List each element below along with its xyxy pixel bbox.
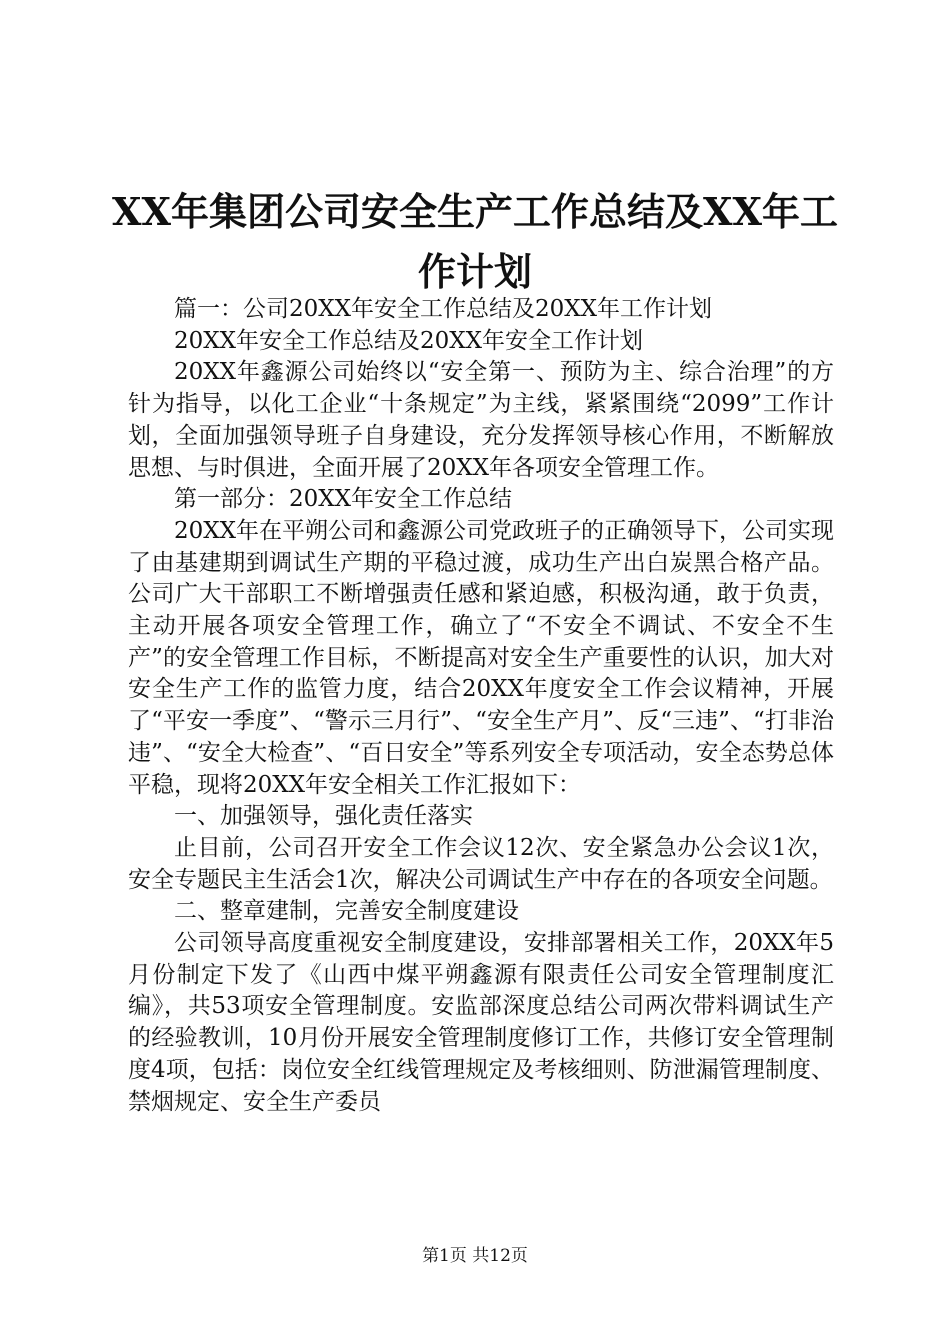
document-body: [128, 294, 834, 1118]
section-heading: 二、整章建制，完善安全制度建设: [174, 898, 519, 925]
page-footer: 第1页 共12页: [422, 1246, 528, 1266]
body-paragraph: 止目前，公司召开安全工作会议12次、安全紧急办公会议1次，安全专题民主生活会1次，解决公司调试生产中存在的各项安全问题。: [128, 834, 834, 893]
body-paragraph: 20XX年在平朔公司和鑫源公司党政班子的正确领导下，公司实现了由基建期到调试生产期的平稳过渡，成功生产出白炭黑合格产品。公司广大干部职工不断增强责任感和紧迫感，积极沟通，敢于负责，主动开展各项安全管理工作，确立了“不安全不调试、不安全不生产”的安全管理工作目标，不断提高对安全生产重要性的认识，加大对安全生产工作的监管力度，结合20XX年度安全工作会议精神，开展了“平安一季度”、“警示三月行”、“安全生产月”、反“三违”、“打非治违”、“安全大检查”、“百日安全”等系列安全专项活动，安全态势总体平稳，现将20XX年安全相关工作汇报如下：: [128, 517, 835, 798]
section-heading: 一、加强领导，强化责任落实: [174, 803, 473, 830]
document-title: XX年集团公司安全生产工作总结及XX年工作计划: [112, 189, 838, 294]
body-paragraph: 公司领导高度重视安全制度建设，安排部署相关工作，20XX年5月份制定下发了《山西中煤平朔鑫源有限责任公司安全管理制度汇编》，共53项安全管理制度。安监部深度总结公司两次带料调试生产的经验教训，10月份开展安全管理制度修订工作，共修订安全管理制度4项，包括：岗位安全红线管理规定及考核细则、防泄漏管理制度、禁烟规定、安全生产委员: [128, 930, 834, 1115]
body-paragraph: 20XX年鑫源公司始终以“安全第一、预防为主、综合治理”的方针为指导，以化工企业“十条规定”为主线，紧紧围绕“2099”工作计划，全面加强领导班子自身建设，充分发挥领导核心作用，不断解放思想、与时俱进，全面开展了20XX年各项安全管理工作。: [128, 359, 834, 481]
section-heading: 篇一：公司20XX年安全工作总结及20XX年工作计划: [174, 296, 713, 322]
part-heading: 第一部分：20XX年安全工作总结: [174, 486, 513, 513]
subtitle: 20XX年安全工作总结及20XX年安全工作计划: [174, 327, 644, 354]
